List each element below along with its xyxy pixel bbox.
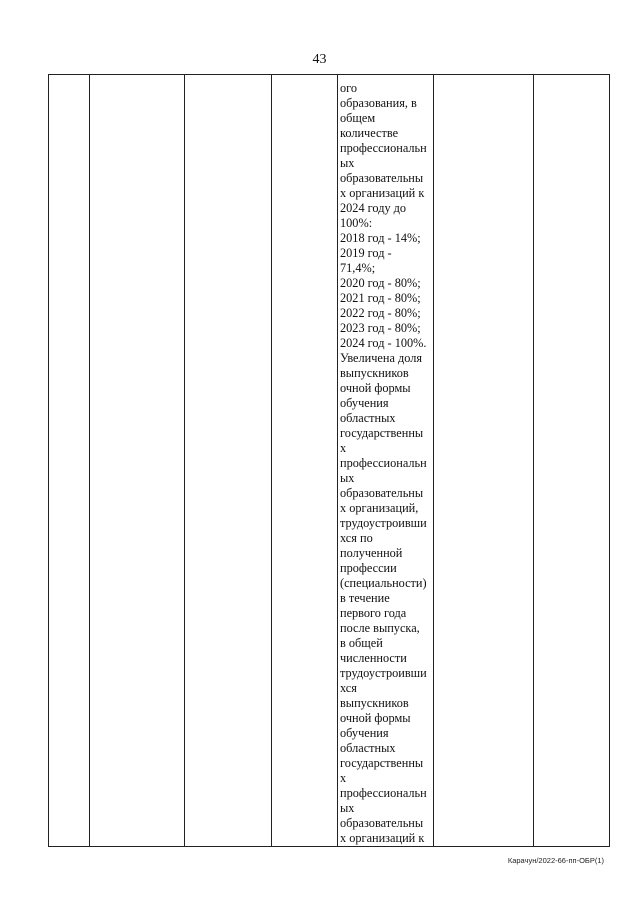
- cell-text: [185, 75, 271, 81]
- table-cell: [534, 75, 610, 847]
- table-row: [49, 75, 610, 847]
- cell-text: [272, 75, 337, 81]
- table-cell-indicators: [338, 75, 434, 847]
- table-cell: [434, 75, 534, 847]
- cell-text: [90, 75, 184, 81]
- cell-text: [534, 75, 609, 81]
- page-number: 43: [312, 52, 327, 67]
- cell-text: [49, 75, 89, 81]
- table-cell: [185, 75, 272, 847]
- table-cell: [49, 75, 90, 847]
- indicator-text: ого образования, в общем количестве профессиональн ых образовательны х организаций к 2024 году до 100%: 2018 год - 14%; 2019 год - 71,4%; 2020 год - 80%; 2021 год - 80%; 2022 год - 80%; 2023 год - 80%; 2024 год - 100%. Увеличена доля выпускников очной формы обучения областных государственны х профессиональн ых образовательны х организаций, трудоустроивши хся по полученной профессии (специальности) в течение первого года после выпуска, в общей численности трудоустроивши хся выпускников очной формы обучения областных государственны х профессиональн ых образовательны х организаций к: [340, 81, 427, 845]
- table-cell: [90, 75, 185, 847]
- document-code: Карачун/2022-66-пп-ОБР(1): [507, 856, 604, 865]
- table-cell: [272, 75, 338, 847]
- document-table: [48, 74, 610, 847]
- cell-text: [434, 75, 533, 81]
